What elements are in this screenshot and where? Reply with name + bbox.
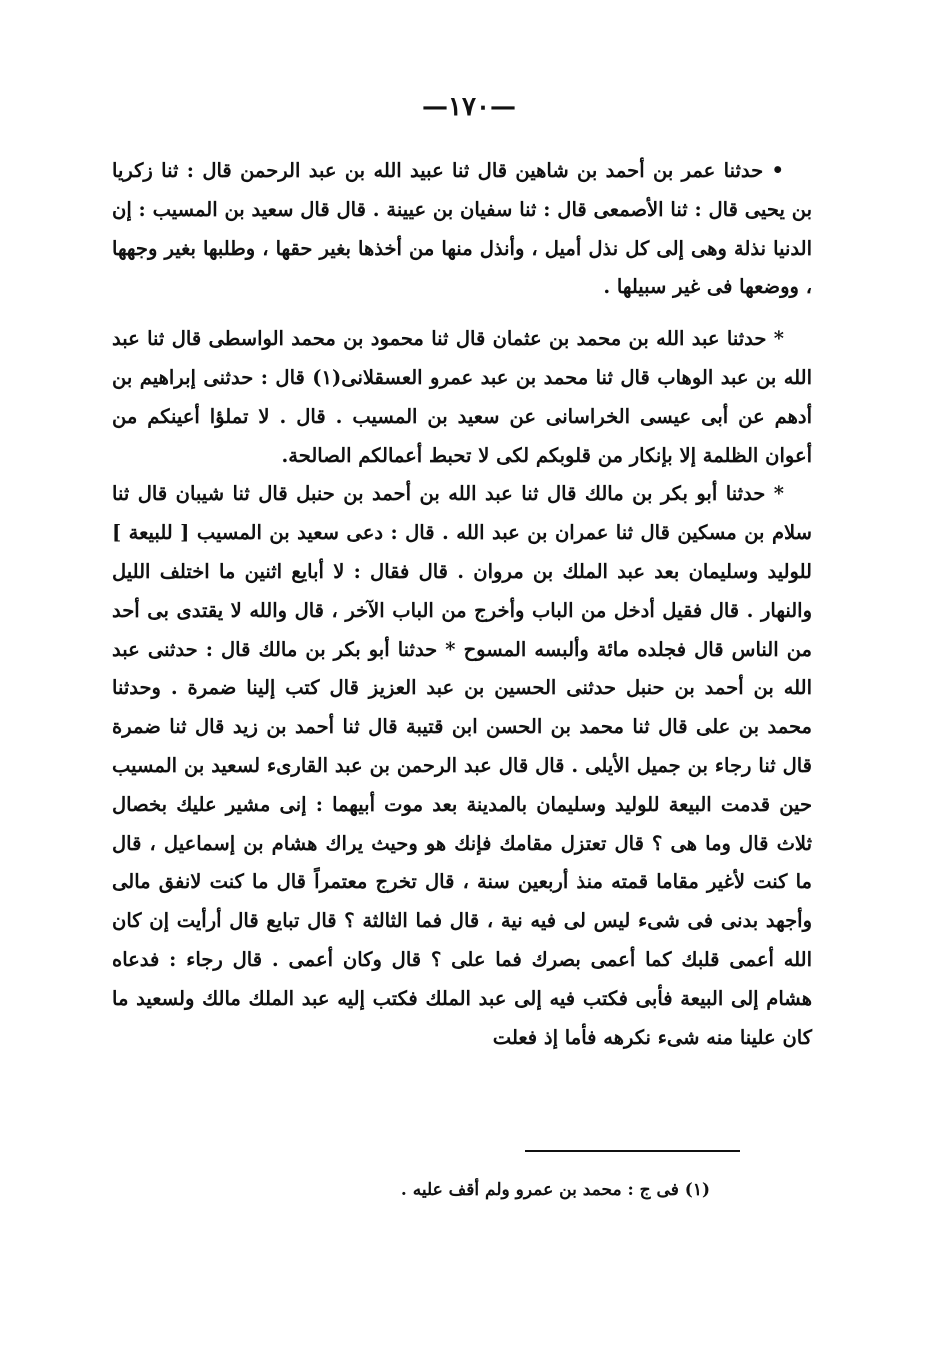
main-text [112, 152, 812, 1057]
paragraph-gap [112, 307, 812, 320]
paragraph-2: * حدثنا عبد الله بن محمد بن عثمان قال ثنا محمود بن محمد الواسطى قال ثنا عبد الله بن عبد الوهاب قال ثنا محمد بن عبد عمرو العسقلانى(١) قال : حدثنى إبراهيم بن أدهم عن أبى عيسى الخراسانى عن سعيد بن المسيب . قال . لا تملؤا أعينكم من أعوان الظلمة إلا بإنكار من قلوبكم لكى لا تحبط أعمالكم الصالحة. [112, 327, 812, 467]
paragraph-1: • حدثنا عمر بن أحمد بن شاهين قال ثنا عبيد الله بن عبد الرحمن قال : ثنا زكريا بن يحيى قال : ثنا الأصمعى قال : ثنا سفيان بن عيينة . قال قال سعيد بن المسيب : إن الدنيا نذلة وهى إلى كل نذل أميل ، وأنذل منها من أخذها بغير حقها ، وطلبها بغير وجهها ، ووضعها فى غير سبيلها . [112, 159, 812, 299]
footnote-divider [525, 1150, 740, 1152]
footnote: (١) فى ج : محمد بن عمرو ولم أقف عليه . [400, 1180, 710, 1200]
page-number: —١٧٠— [422, 92, 516, 122]
paragraph-3: * حدثنا أبو بكر بن مالك قال ثنا عبد الله بن أحمد بن حنبل قال ثنا شيبان قال ثنا سلام بن مسكين قال ثنا عمران بن عبد الله . قال : دعى سعيد بن المسيب [ للبيعة ] للوليد وسليمان بعد عبد الملك بن مروان . قال فقال : لا أبايع اثنين ما اختلف الليل والنهار . قال فقيل أدخل من الباب وأخرج من الباب الآخر ، قال والله لا يقتدى بى أحد من الناس قال فجلده مائة وألبسه المسوح * حدثنا أبو بكر بن مالك قال : حدثنى عبد الله بن أحمد بن حنبل حدثنى الحسين بن عبد العزيز قال كتب إلينا ضمرة . وحدثنا محمد بن على قال ثنا محمد بن الحسن ابن قتيبة قال ثنا أحمد بن زيد قال ثنا ضمرة قال ثنا رجاء بن جميل الأيلى . قال قال عبد الرحمن بن عبد القارىء لسعيد بن المسيب حين قدمت البيعة للوليد وسليمان بالمدينة بعد موت أبيهما : إنى مشير عليك بخصال ثلاث قال وما هى ؟ قال تعتزل مقامك فإنك هو وحيث يراك هشام بن إسماعيل ، قال ما كنت لأغير مقاما قمته منذ أربعين سنة ، قال تخرج معتمراً قال ما كنت لانفق مالى وأجهد بدنى فى شىء ليس لى فيه نية ، قال فما الثالثة ؟ قال تبايع قال أرأيت إن كان الله أعمى قلبك كما أعمى بصرك فما على ؟ قال وكان أعمى . قال رجاء : فدعاه هشام إلى البيعة فأبى فكتب فيه إلى عبد الملك فكتب إليه عبد الملك مالك ولسعيد ما كان علينا منه شىء نكرهه فأما إذ فعلت [112, 482, 812, 1049]
